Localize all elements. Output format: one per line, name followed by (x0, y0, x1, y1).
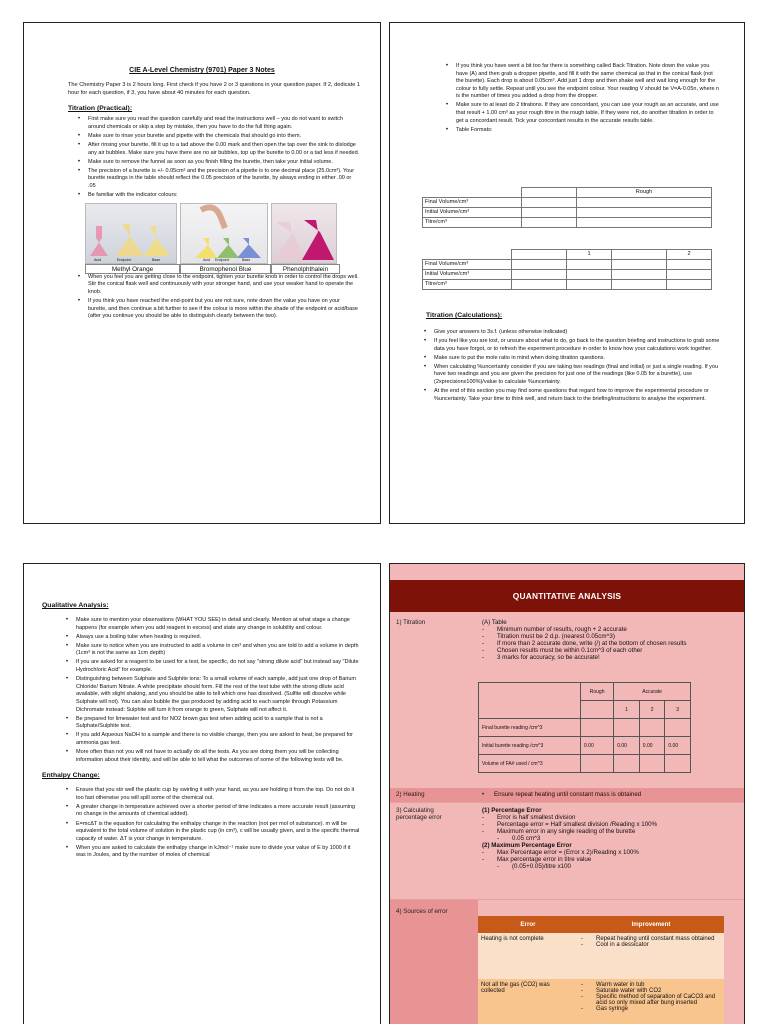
list-item: • The precision of a burette is +/- 0.05cm³ and the precision of a pipette is to one decimal place (25.0cm³). Your burette readings in the table should reflect the 0.05 precision of the burette, by always ending in either .00 or .05 (80, 168, 360, 191)
error-table (478, 916, 724, 1024)
list-item: • Make sure to remove the funnel as soon as you finish filling the burette, then take your initial volume. (80, 159, 360, 167)
list-item: • When you feel you are getting close to the endpoint, tighten your burette knob in order to control the drops well. Stir the conical flask well and continuously with your stronger hand, and use your weaker hand to operate the knob. (80, 274, 360, 297)
divider (390, 802, 745, 803)
list-item: - Percentage error = Half smallest division /Reading x 100% (482, 821, 732, 828)
page-4: QUANTITATIVE ANALYSIS 1) Titration (A) Table - Minimum number of results, rough + 2 accurate - Titration must be 2 d.p. (nearest 0.05cm^3) - If more than 2 accurate done, write (/) at the bottom of chosen results - Chosen results must be within 0.1cm^3 of each other - 3 marks for accuracy, so be accurate! Rough Accurate 1 2 3 Final burette reading /cm^3 Initial burette reading /cm^3 0.00 0.00 0.00 0.00 Volume of FA# used / cm^3 2) Heating • Ensure repeat heating until constant mass is obtained 3) Calculating percentage error (1) Percentage Error - Error is half smallest division - Percentage error = Half smallest division /Reading x 100% - Maximum error in any single reading of the burette - 0.05 cm^3 (2) Maximum Percentage Error - Max Percentage error = (Error x 2)/Reading x 100% - Max percentage error in titre value - (0.05+0.05)/titre x100 4) Sources of error Error Improvement Heating is not complete - Repeat heating until constant mass obtained - Cool in a dessicator Not all the gas (CO2) was collected - Warm water in tub - Saturate water with CO2 - Specific method of separation of CaCO3 and acid so only mixed after bung inserted - Gas syringe (389, 563, 745, 1024)
list-item: • Make sure to rinse your burette and pipette with the chemicals that should go into them. (80, 133, 360, 141)
table-row-label: Initial Volume/cm³ (423, 270, 512, 280)
page-2 (389, 22, 745, 524)
list-item: • Give your answers to 3s.f. (unless otherwise indicated) (426, 329, 726, 337)
list-item: - 3 marks for accuracy, so be accurate! (482, 654, 732, 661)
table-row-label: Titre/cm³ (423, 218, 522, 228)
quantitative-analysis-title: QUANTITATIVE ANALYSIS (390, 580, 744, 612)
table-header: 3 (665, 701, 691, 719)
list-item: • If you are asked for a reagent to be used for a test, be specific, do not say "strong dilute acid" but instead say "Dilute Hydrochloric Acid" for example. (68, 659, 360, 674)
table-cell: 0.00 (639, 737, 665, 755)
list-item: • If you think you have went a bit too far there is something called Back Titration. Note down the value you have (A) and then grab a dropper pipette, and fill it with the same chemical as that in the conical flask (not the burette). Each drop is about 0.05cm³. Add just 1 drop and then shake well and wait long enough for the colour to fully settle. Repeat until you see the endpoint colour. Your reading V should be V=A-0.05n, where n is the number of times you added a drop from the dropper. (448, 63, 720, 101)
table-header: 2 (667, 250, 712, 260)
table-cell: 0.00 (581, 737, 614, 755)
enthalpy-bullets (46, 787, 360, 860)
list-item: • Always use a boiling tube when heating is required. (68, 634, 360, 642)
table-header: Rough (577, 188, 712, 198)
table-cell (581, 719, 614, 737)
list-item: • More often than not you will not have to actually do all the tests. As you are doing them you will be collecting information about their identity, and will be able to tell what the outcomes of some of the following tests will be. (68, 749, 360, 764)
table-row (479, 737, 691, 755)
titration-heading: (A) Table (482, 619, 507, 626)
table-header: Accurate (614, 683, 691, 701)
list-item: • Make sure to put the mole ratio in mind when doing titration questions. (426, 355, 726, 363)
section-heading-titration: Titration (Practical): (68, 105, 133, 113)
list-item: • If you think you have reached the end-point but you are not sure, note down the value you have on your burette, and then continue a bit further to see if the colour is more within the shade of the endpoint or acid/base (after you continue you should be able to distinguish clearly between the two). (80, 298, 360, 321)
indicator-name: Methyl Orange (85, 264, 180, 274)
list-item: • Make sure to notice when you are instructed to add a volume in cm³ and when you are told to add a volume in depth (1cm³ is not the same as 1cm depth) (68, 643, 360, 658)
titration-bullets (58, 116, 360, 199)
table-cell: Heating is not complete (481, 936, 544, 942)
table-cell (639, 755, 665, 773)
list-item: - Warm water in tub (581, 982, 721, 988)
list-item: - (0.05+0.05)/titre x100 (482, 863, 732, 870)
pct-heading-1: (1) Percentage Error (482, 807, 542, 814)
heating-label: 2) Heating (396, 791, 425, 798)
percentage-error-notes (482, 807, 732, 870)
table-header: 2 (639, 701, 665, 719)
list-item: • E=mcΔT is the equation for calculating the enthalpy change in the reaction (not per mol of substance). m will be equivalent to the total volume of solution in the plastic cup (in cm³), c will be usually given, and is the specific thermal capacity of water. ΔT is your change in temperature. (68, 821, 360, 844)
methyl-orange-image (85, 203, 177, 264)
pct-heading-2: (2) Maximum Percentage Error (482, 842, 572, 849)
table-header: Rough (581, 683, 614, 701)
list-item: • At the end of this section you may find some questions that regard how to improve the experimental procedure or %uncertainty. Take your time to think well, and return back to the briefing/instructions to analyse the experiment. (426, 388, 726, 403)
list-item: - Minimum number of results, rough + 2 accurate (482, 626, 732, 633)
table-cell (639, 719, 665, 737)
flask-label: Endpoint (215, 257, 230, 262)
table-row-label: Final Volume/cm³ (423, 198, 522, 208)
indicator-captions (85, 264, 380, 274)
list-item: • When you are asked to calculate the enthalpy change in kJmol⁻¹ make sure to divide your value of E by 1000 if it was in Joules, and by the number of moles of chemical (68, 845, 360, 860)
table-cell: Initial burette reading /cm^3 (479, 737, 581, 755)
sources-label-cell (390, 900, 478, 1024)
table-cell (578, 933, 724, 979)
calculation-bullets (404, 329, 726, 405)
list-item: - Saturate water with CO2 (581, 988, 721, 994)
list-item: • Be familiar with the indicator colours: (80, 192, 360, 200)
heating-text: Ensure repeat heating until constant mass is obtained (494, 791, 642, 798)
table-cell (614, 755, 640, 773)
page-title: CIE A-Level Chemistry (9701) Paper 3 Notes (129, 67, 275, 74)
accurate-results-table (478, 682, 691, 773)
list-item: • Make sure to at least do 2 titrations. If they are concordant, you can use your rough as an accurate, and use that result + 1.00 cm³ as your rough titre in the rough table. If they were not, do another titration in order to get a concordant result. Tick your concordant results in the accurate results table. (448, 102, 720, 125)
list-item: • Distinguishing between Sulphate and Sulphite ions: To a small volume of each sample, add just one drop of Barium Chloride/ Barium Nitrate. A white precipitate should form. Fill the rest of the test tube with the strong dilute acid available, with slight shaking, and you should be able to tell which one has dissolved. (Sulfite will dissolve while Sulphate will not). You can also bubble the gas produced by adding acid to each sample through Potassium Dichromate instead: Sulphite will turn it from orange to green, Sulphate will not affect it. (68, 676, 360, 714)
page-1 (23, 22, 381, 524)
table-cell (578, 979, 724, 1024)
table-cell (665, 755, 691, 773)
table-cell: Not all the gas (CO2) was collected (481, 982, 550, 994)
list-item: • If you feel like you are lost, or unsure about what to do, go back to the question briefing and instructions to grab some data you have forgot, or to refresh the experiment procedure in order to know how your calculations work together. (426, 338, 726, 353)
table-cell (614, 719, 640, 737)
sources-of-error-label: 4) Sources of error (396, 908, 448, 915)
list-item: • Be prepared for limewater test and for NO2 brown gas test when adding acid to a sample that is not a Sulphate/Sulphite test. (68, 716, 360, 731)
list-item: - 0.05 cm^3 (482, 835, 732, 842)
indicator-name: Phenolphthalein (271, 264, 340, 274)
list-item: - Maximum error in any single reading of the burette (482, 828, 732, 835)
flask-label: Base (152, 257, 161, 262)
table-row (479, 755, 691, 773)
flask-label: Base (242, 257, 251, 262)
list-item: • If you add Aqueous NaOH to a sample and there is no visible change, then you are asked to heat, be prepared for ammonia gas test. (68, 732, 360, 747)
table-header: 1 (614, 701, 640, 719)
table-row (479, 719, 691, 737)
list-item: - Specific method of separation of CaCO3 and acid so only mixed after bung inserted (581, 994, 721, 1006)
table-cell: 0.00 (665, 737, 691, 755)
list-item: • When calculating %uncertainty consider if you are taking two readings (final and initial) or just a single reading. If you have two readings and you are given the precision for just one of the readings (like 0.05 for a burette), use (2xprecisionx100%)/value to calculate %uncertainty. (426, 364, 726, 387)
list-item: - Gas syringe (581, 1006, 721, 1012)
list-item: • A greater change in temperature achieved over a shorter period of time indicates a more accurate result (assuming no change in the amounts of chemical added). (68, 804, 360, 819)
table-cell: Volume of FA# used / cm^3 (479, 755, 581, 773)
list-item: - If more than 2 accurate done, write (/) at the bottom of chosen results (482, 640, 732, 647)
flask-label: Acid (203, 257, 210, 262)
list-item: - Max percentage error in titre value (482, 856, 732, 863)
titration-bullets-cont (426, 63, 720, 134)
titration-label: 1) Titration (396, 619, 426, 626)
list-item: • Ensure that you stir well the plastic cup by swirling it with your hand, as you are holding it from the top. Do not do it too fast otherwise you will spill some of the chemical out. (68, 787, 360, 802)
section-heading-enthalpy: Enthalpy Change: (42, 772, 100, 780)
table-row (478, 979, 724, 1024)
table-row (478, 933, 724, 979)
qualitative-bullets (46, 617, 360, 764)
phenolphthalein-image (271, 203, 337, 264)
list-item: • After rinsing your burette, fill it up to a tad above the 0.00 mark and then open the tap over the sink to dislodge any air bubbles. Make sure you have there are no air bubbles, top up the burette to 0.00 or a tad less if needed. (80, 142, 360, 157)
bromophenol-blue-image (180, 203, 268, 264)
list-item: - Error is half smallest division (482, 814, 732, 821)
list-item: - Titration must be 2 d.p. (nearest 0.05cm^3) (482, 633, 732, 640)
page-3 (23, 563, 381, 1024)
list-item: • Make sure to mention your observations (WHAT YOU SEE) in detail and clearly. Mention at what stage a change happens (for example when you add reagent in excess) and state any change in solubility and colour. (68, 617, 360, 632)
list-item: • Table Formats: (448, 127, 720, 135)
table-cell: Final burette reading /cm^3 (479, 719, 581, 737)
table-header: Improvement (578, 916, 724, 933)
table-row-label: Titre/cm³ (423, 280, 512, 290)
table-row-label: Initial Volume/cm³ (423, 208, 522, 218)
titration-notes (482, 619, 732, 661)
percentage-error-label: 3) Calculating percentage error (396, 807, 442, 821)
list-item: - Cool in a dessicator (581, 942, 721, 948)
table-cell (581, 755, 614, 773)
list-item: • First make sure you read the question carefully and read the instructions well – you do not want to switch around chemicals or skip a step by mistake, then you have to do the full thing again. (80, 116, 360, 131)
table-header: 1 (567, 250, 612, 260)
section-heading-qualitative: Qualitative Analysis: (42, 602, 109, 609)
section-heading-calculations: Titration (Calculations): (426, 312, 503, 319)
indicator-name: Bromophenol Blue (180, 264, 271, 274)
intro-paragraph: The Chemistry Paper 3 is 2 hours long. First check if you have 2 or 3 questions in your question paper. If 2, dedicate 1 hour for each question, if 3, you have about 40 minutes for each question. (68, 82, 360, 96)
accurate-table (422, 249, 712, 290)
indicator-images (85, 203, 380, 264)
table-cell (665, 719, 691, 737)
titration-bullets-2 (58, 274, 360, 321)
list-item: - Max Percentage error = (Error x 2)/Reading x 100% (482, 849, 732, 856)
flask-label: Endpoint (117, 257, 132, 262)
rough-table (422, 187, 712, 228)
table-header: Error (478, 916, 578, 933)
list-item: - Chosen results must be within 0.1cm^3 of each other (482, 647, 732, 654)
list-item: - Repeat heating until constant mass obtained (581, 936, 721, 942)
table-cell: 0.00 (614, 737, 640, 755)
table-row-label: Final Volume/cm³ (423, 260, 512, 270)
flask-label: Acid (94, 257, 101, 262)
